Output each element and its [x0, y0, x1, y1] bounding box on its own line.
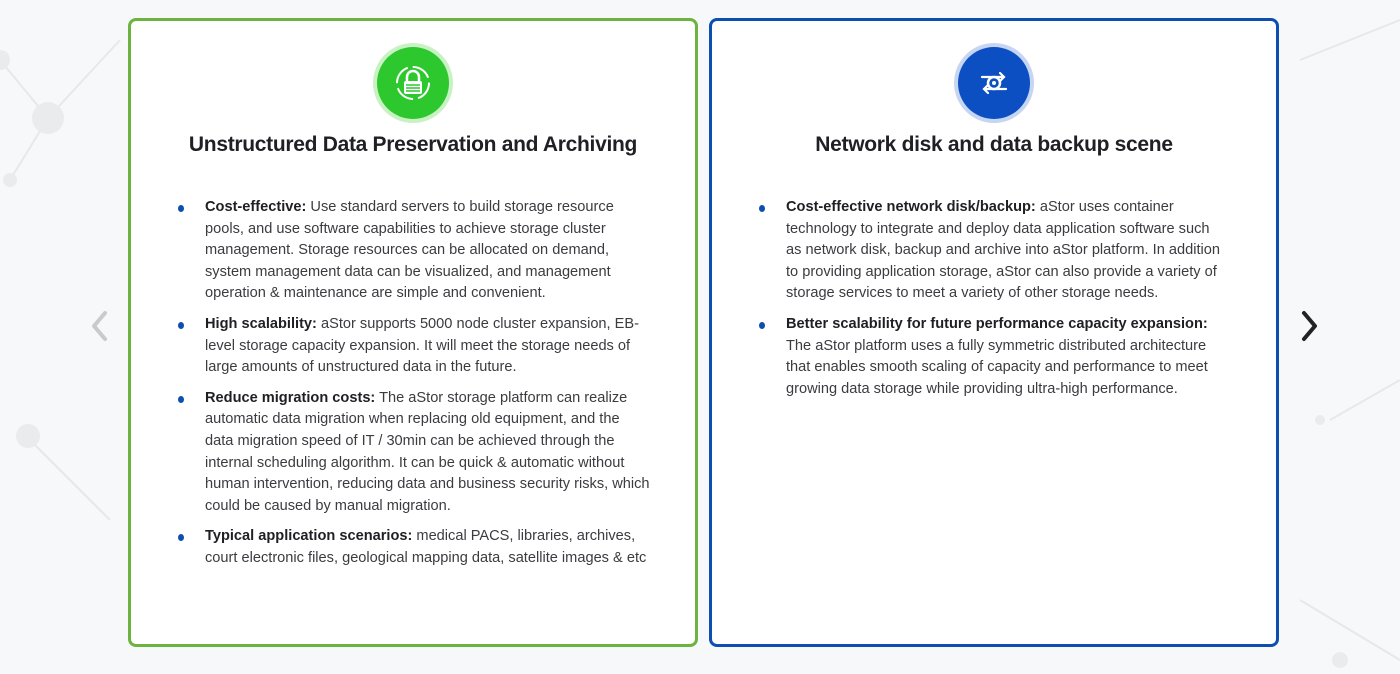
- bullet-label: Better scalability for future performance capacity expansion:: [786, 315, 1208, 332]
- chevron-left-icon: [88, 309, 110, 343]
- bullet-label: High scalability:: [205, 315, 317, 332]
- bullet-text: The aStor platform uses a fully symmetric distributed architecture that enables smooth scaling of capacity and performance to meet growing data storage while providing ultra-high performance.: [786, 337, 1208, 397]
- card-title: Network disk and data backup scene: [815, 133, 1173, 156]
- scenario-card-archiving: [128, 18, 698, 647]
- list-item: [175, 314, 651, 379]
- backup-sync-icon: [958, 47, 1030, 119]
- scenario-card-backup: [709, 18, 1279, 647]
- bullet-label: Reduce migration costs:: [205, 389, 376, 406]
- lock-archive-icon: [377, 47, 449, 119]
- carousel-next-button[interactable]: [1295, 306, 1325, 346]
- bullet-label: Cost-effective:: [205, 199, 307, 215]
- chevron-right-icon: [1299, 309, 1321, 343]
- bullet-text: aStor uses container technology to integrate and deploy data application software such as network disk, backup and archive into aStor platform. In addition to providing application storage, aStor can also provide a variety of storage services to meet a variety of other storage needs.: [786, 199, 1220, 302]
- feature-list: [756, 197, 1228, 409]
- feature-list: [175, 197, 651, 579]
- bullet-text: The aStor storage platform can realize automatic data migration when replacing old equipment, and the data migration speed of IT / 30min can be achieved through the internal scheduling algorithm. It can be quick & automatic without human intervention, reducing data and business security risks, which could be caused by manual migration.: [205, 389, 650, 514]
- bullet-label: Cost-effective network disk/backup:: [786, 199, 1036, 215]
- card-title: Unstructured Data Preservation and Archiving: [188, 133, 638, 156]
- bullet-label: Typical application scenarios:: [205, 528, 413, 545]
- bullet-text: Use standard servers to build storage resource pools, and use software capabilities to achieve storage cluster management. Storage resources can be allocated on demand, system management data can be visualized, and management operation & maintenance are simple and convenient.: [205, 199, 614, 302]
- bullet-text: medical PACS, libraries, archives, court electronic files, geological mapping data, satellite images & etc: [205, 528, 647, 566]
- carousel-prev-button[interactable]: [84, 306, 114, 346]
- list-item: [175, 197, 651, 305]
- list-item: [756, 314, 1228, 400]
- list-item: [175, 388, 651, 518]
- list-item: [175, 526, 651, 569]
- list-item: [756, 197, 1228, 305]
- bullet-text: aStor supports 5000 node cluster expansion, EB-level storage capacity expansion. It will meet the storage needs of large amounts of unstructured data in the future.: [205, 315, 639, 376]
